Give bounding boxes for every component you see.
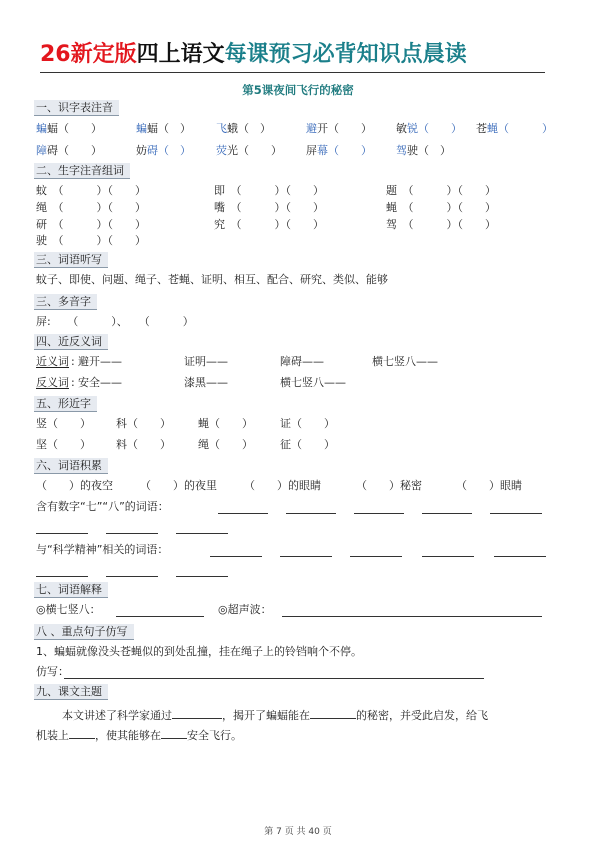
answer-blank[interactable] xyxy=(494,556,546,557)
section-heading: 五、形近字 xyxy=(34,396,97,412)
answer-blank[interactable] xyxy=(64,678,484,679)
answer-blank[interactable] xyxy=(218,513,268,514)
answer-blank[interactable] xyxy=(286,513,336,514)
answer-blank[interactable] xyxy=(282,616,542,617)
section-heading: 四、近反义词 xyxy=(34,334,108,350)
answer-blank[interactable] xyxy=(354,513,404,514)
numbers-question: 含有数字“七”“八”的词语： xyxy=(36,500,169,513)
answer-blank[interactable] xyxy=(106,576,158,577)
section-heading: 九、课文主题 xyxy=(34,684,108,700)
answer-blank[interactable] xyxy=(176,576,228,577)
lesson-title: 第5课夜间飞行的秘密 xyxy=(242,83,354,97)
answer-blank[interactable] xyxy=(350,556,402,557)
section-heading: 八 、重点句子仿写 xyxy=(34,624,134,640)
answer-blank[interactable] xyxy=(116,616,204,617)
theme-line-2: 机装上 ，使其能够在 安全飞行。 xyxy=(36,729,242,742)
science-question: 与“科学精神”相关的词语： xyxy=(36,543,169,556)
answer-blank[interactable] xyxy=(36,576,88,577)
answer-blank[interactable] xyxy=(106,533,158,534)
answer-blank[interactable] xyxy=(176,533,228,534)
section-heading: 三、词语听写 xyxy=(34,252,108,268)
title-rule xyxy=(40,72,545,73)
term-definition-a: ◎横七竖八： xyxy=(36,603,101,616)
section-heading: 一、识字表注音 xyxy=(34,100,119,116)
term-definition-b: ◎超声波： xyxy=(218,603,272,616)
section-heading: 二、生字注音组词 xyxy=(34,163,130,179)
answer-blank[interactable] xyxy=(36,533,88,534)
section-heading: 三、多音字 xyxy=(34,294,97,310)
theme-line-1: 本文讲述了科学家通过 ，揭开了蝙蝠能在 的秘密，并受此启发，给飞 xyxy=(62,709,488,722)
polyphone-line: 屏: （ ）、 （ ） xyxy=(36,315,194,328)
model-sentence: 1、蝙蝠就像没头苍蝇似的到处乱撞，挂在绳子上的铃铛响个不停。 xyxy=(36,645,362,658)
answer-blank[interactable] xyxy=(490,513,542,514)
answer-blank[interactable] xyxy=(422,556,474,557)
page-number: 第 7 页 共 40 页 xyxy=(264,827,332,837)
imitation-label: 仿写： xyxy=(36,665,69,678)
answer-blank[interactable] xyxy=(422,513,472,514)
section-heading: 七、词语解释 xyxy=(34,582,108,598)
page-title: 26新定版四上语文每课预习必背知识点晨读 xyxy=(40,42,467,67)
answer-blank[interactable] xyxy=(210,556,262,557)
section-heading: 六、词语积累 xyxy=(34,458,108,474)
answer-blank[interactable] xyxy=(280,556,332,557)
dictation-words: 蚊子、即使、问题、绳子、苍蝇、证明、相互、配合、研究、类似、能够 xyxy=(36,273,388,286)
